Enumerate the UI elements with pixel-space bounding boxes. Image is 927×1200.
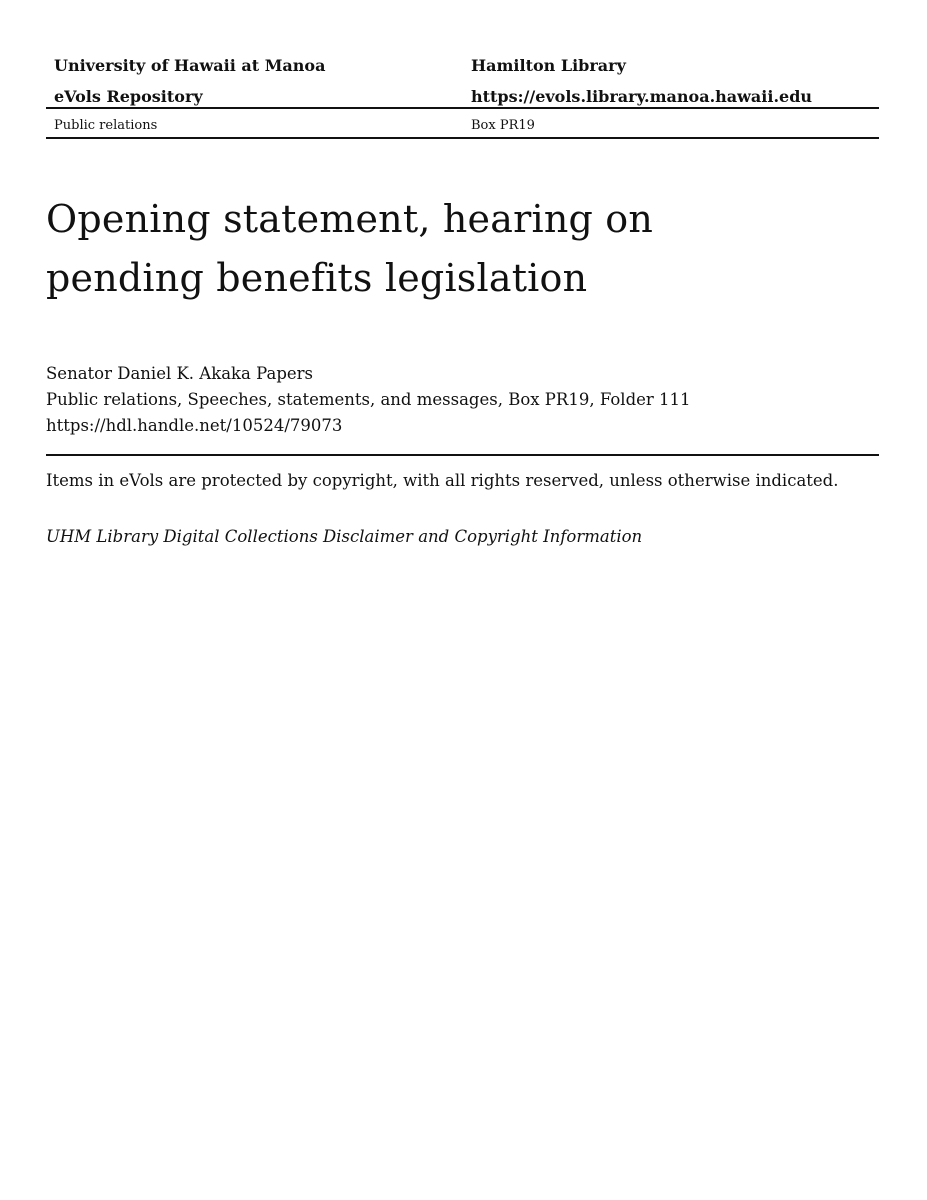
- header-divider-top: [46, 107, 879, 109]
- institution-name: University of Hawaii at Manoa: [54, 56, 326, 75]
- collection-category: Public relations: [54, 118, 158, 133]
- handle-url-link[interactable]: https://hdl.handle.net/10524/79073: [46, 416, 343, 435]
- repository-url-link[interactable]: https://evols.library.manoa.hawaii.edu: [471, 87, 813, 106]
- disclaimer-link[interactable]: UHM Library Digital Collections Disclaimer and Copyright Information: [46, 527, 643, 546]
- copyright-notice: Items in eVols are protected by copyright, with all rights reserved, unless otherwise indicated.: [46, 471, 839, 490]
- header-divider-bottom: [46, 137, 879, 139]
- document-title: Opening statement, hearing on pending benefits legislation: [46, 197, 654, 300]
- collection-name: Senator Daniel K. Akaka Papers: [46, 364, 314, 383]
- library-name: Hamilton Library: [471, 56, 626, 75]
- document-metadata: [46, 361, 691, 439]
- content-divider: [46, 454, 879, 456]
- repository-name: eVols Repository: [54, 87, 203, 106]
- box-label: Box PR19: [471, 118, 535, 133]
- folder-location: Public relations, Speeches, statements, and messages, Box PR19, Folder 111: [46, 390, 691, 409]
